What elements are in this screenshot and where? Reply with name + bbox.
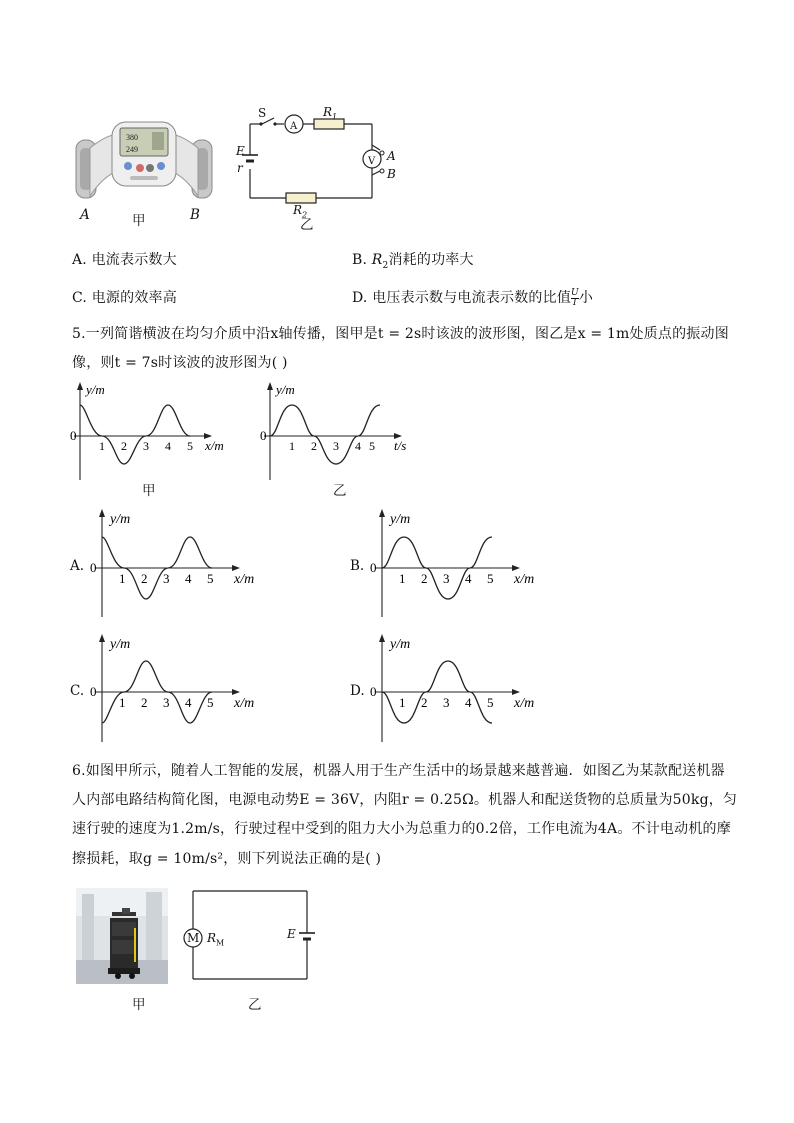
svg-text:0: 0 xyxy=(90,560,97,575)
q5-option-b-graph[interactable] xyxy=(350,505,560,620)
svg-text:3: 3 xyxy=(443,695,450,710)
r1-label: $R_1$ xyxy=(323,105,338,122)
svg-text:x/m: x/m xyxy=(514,696,535,711)
svg-text:3: 3 xyxy=(333,439,339,453)
q5-option-c-graph[interactable] xyxy=(70,630,280,745)
svg-text:4: 4 xyxy=(465,571,472,586)
svg-text:y/m: y/m xyxy=(390,637,411,652)
svg-text:3: 3 xyxy=(163,571,170,586)
svg-text:1: 1 xyxy=(399,695,406,710)
circuit-diagram xyxy=(230,105,410,235)
svg-text:3: 3 xyxy=(443,571,450,586)
svg-text:4: 4 xyxy=(185,695,192,710)
caption-jia: 甲 xyxy=(132,213,146,229)
q6-stem-line3: 速行驶的速度为1.2m/s，行驶过程中受到的阻力大小为总重力的0.2倍，工作电流为4A。不计电动机的摩 xyxy=(72,821,731,837)
svg-text:1: 1 xyxy=(119,695,126,710)
svg-text:5: 5 xyxy=(187,439,193,453)
svg-text:0: 0 xyxy=(370,684,377,699)
q4-fig-jia xyxy=(70,118,220,228)
svg-text:5: 5 xyxy=(207,571,214,586)
emf-label: E xyxy=(236,144,245,158)
svg-text:1: 1 xyxy=(119,571,126,586)
svg-text:t/s: t/s xyxy=(394,438,407,453)
svg-text:y/m: y/m xyxy=(86,382,105,397)
q6-caption-yi: 乙 xyxy=(248,997,262,1013)
q6-stem-line2: 人内部电路结构简化图，电源电动势E = 36V，内阻r = 0.25Ω。机器人和配送货物的总质量为50kg，匀 xyxy=(72,792,738,808)
svg-text:0: 0 xyxy=(90,684,97,699)
option-a-label: A. xyxy=(70,558,85,574)
svg-text:y/m: y/m xyxy=(110,637,131,652)
q6-stem-line4: 擦损耗，取g = 10m/s²，则下列说法正确的是( ) xyxy=(72,851,382,867)
svg-text:4: 4 xyxy=(185,571,192,586)
svg-text:0: 0 xyxy=(260,428,267,443)
svg-text:5: 5 xyxy=(487,571,494,586)
svg-text:x/m: x/m xyxy=(234,572,255,587)
svg-text:x/m: x/m xyxy=(205,438,224,453)
q5-stem-line1: 5.一列简谐横波在均匀介质中沿x轴传播，图甲是t = 2s时该波的波形图，图乙是x = 1m处质点的振动图 xyxy=(72,326,729,342)
q5-option-d-graph[interactable] xyxy=(350,630,560,745)
q4-option-c: C. 电源的效率高 xyxy=(72,290,177,306)
q6-fig-jia xyxy=(76,888,168,984)
terminal-b: B xyxy=(387,167,396,181)
display-top: 380 xyxy=(126,133,138,142)
svg-text:1: 1 xyxy=(99,439,105,453)
label-a: A xyxy=(80,207,90,223)
option-c-label: C. xyxy=(70,683,85,699)
svg-text:0: 0 xyxy=(70,428,77,443)
svg-text:2: 2 xyxy=(421,695,428,710)
q6-caption-jia: 甲 xyxy=(132,997,146,1013)
vibration-graph-yi xyxy=(260,380,430,480)
svg-text:y/m: y/m xyxy=(110,512,131,527)
svg-text:1: 1 xyxy=(289,439,295,453)
r2-label: $R_2$ xyxy=(293,203,308,220)
svg-text:4: 4 xyxy=(355,439,361,453)
svg-text:4: 4 xyxy=(165,439,171,453)
rm-label: $R_M$ xyxy=(207,931,225,948)
svg-text:y/m: y/m xyxy=(390,512,411,527)
display-mid: 249 xyxy=(126,145,138,154)
q6-fig-yi xyxy=(175,885,320,985)
svg-text:5: 5 xyxy=(369,439,375,453)
q4-option-b: B. $R_2$消耗的功率大 xyxy=(352,252,474,271)
svg-text:x/m: x/m xyxy=(514,572,535,587)
q5-graph-yi xyxy=(260,380,430,500)
svg-text:2: 2 xyxy=(311,439,317,453)
terminal-a: A xyxy=(387,149,396,163)
svg-text:3: 3 xyxy=(163,695,170,710)
svg-text:x/m: x/m xyxy=(234,696,255,711)
q5-option-a-graph[interactable] xyxy=(70,505,280,620)
option-d-label: D. xyxy=(350,683,365,699)
wave-graph-jia xyxy=(70,380,240,480)
svg-text:2: 2 xyxy=(121,439,127,453)
q4-option-d: D. 电压表示数与电流表示数的比值 $\frac{U}{I}$ 小 xyxy=(352,287,594,308)
q6-stem-line1: 6.如图甲所示，随着人工智能的发展，机器人用于生产生活中的场景越来越普遍．如图乙为某款配送机器 xyxy=(72,763,725,779)
q5-graph-jia xyxy=(70,380,240,500)
svg-text:y/m: y/m xyxy=(276,382,295,397)
svg-text:3: 3 xyxy=(143,439,149,453)
svg-text:0: 0 xyxy=(370,560,377,575)
svg-text:4: 4 xyxy=(465,695,472,710)
motor-label: M xyxy=(187,931,200,945)
q4-option-a: A. 电流表示数大 xyxy=(72,252,177,268)
label-b: B xyxy=(190,207,200,223)
svg-text:2: 2 xyxy=(141,695,148,710)
robot-photo xyxy=(76,888,168,984)
caption-yi: 乙 xyxy=(300,217,314,233)
voltmeter-label: V xyxy=(368,156,376,167)
internal-r-label: r xyxy=(237,161,243,175)
svg-text:5: 5 xyxy=(487,695,494,710)
q6-emf-label: E xyxy=(287,927,296,941)
svg-text:5: 5 xyxy=(207,695,214,710)
caption-yi: 乙 xyxy=(333,483,347,499)
svg-text:2: 2 xyxy=(141,571,148,586)
q5-stem-line2: 像，则t = 7s时该波的波形图为( ) xyxy=(72,355,288,371)
svg-text:2: 2 xyxy=(421,571,428,586)
svg-text:1: 1 xyxy=(399,571,406,586)
switch-label: S xyxy=(258,106,267,120)
caption-jia: 甲 xyxy=(142,483,156,499)
ammeter-label: A xyxy=(290,121,298,132)
q4-fig-yi xyxy=(230,105,410,235)
option-b-label: B. xyxy=(350,558,365,574)
